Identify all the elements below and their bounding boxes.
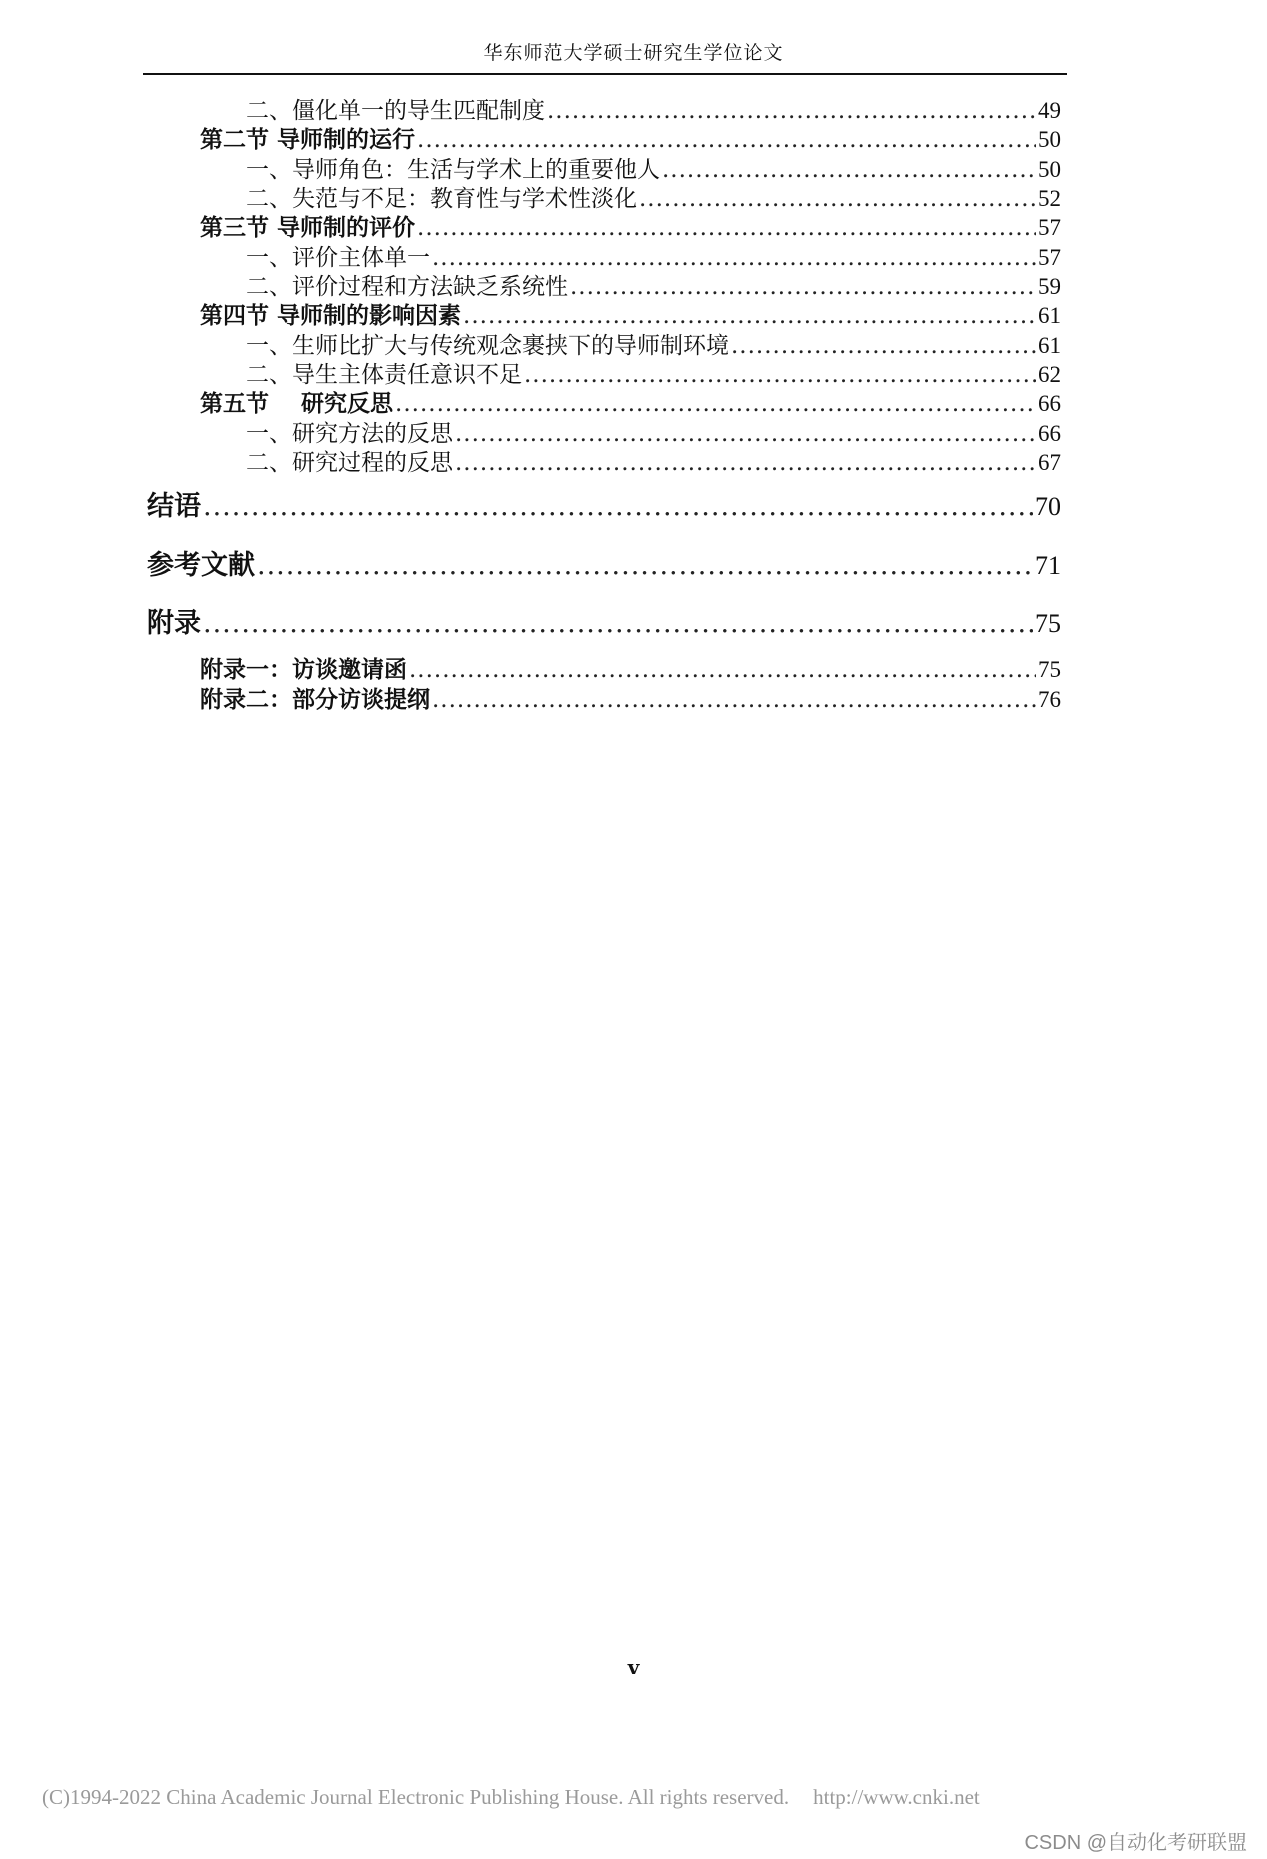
toc-entry-title: 参考文献 (147, 550, 255, 581)
toc-entry-page: 76 (1038, 687, 1061, 712)
toc-entry (200, 300, 1061, 332)
dot-leader (203, 605, 1033, 643)
toc-entry (246, 154, 1061, 186)
dot-leader (455, 447, 1036, 479)
toc-entry-title: 一、生师比扩大与传统观念裹挟下的导师制环境 (246, 333, 729, 359)
toc-entry-title: 一、研究方法的反思 (246, 421, 453, 447)
toc-entry-page: 52 (1038, 186, 1061, 211)
toc-entry-title: 附录一：访谈邀请函 (200, 656, 407, 683)
toc-entry (246, 418, 1061, 450)
toc-entry-page: 61 (1038, 333, 1061, 358)
toc-entry (246, 447, 1061, 479)
toc-entry-title: 第三节 导师制的评价 (200, 214, 416, 241)
dot-leader (432, 684, 1036, 716)
cnki-url: http://www.cnki.net (813, 1785, 980, 1809)
toc-entry-title: 二、僵化单一的导生匹配制度 (246, 98, 545, 124)
toc-entry-page: 70 (1035, 492, 1061, 521)
dot-leader (203, 488, 1033, 526)
dot-leader (731, 330, 1036, 362)
toc-entry-title: 附录 (147, 608, 201, 639)
running-header: 华东师范大学硕士研究生学位论文 (483, 42, 784, 64)
toc-entry-page: 57 (1038, 245, 1061, 270)
dot-leader (524, 359, 1036, 391)
toc-entry-page: 61 (1038, 303, 1061, 328)
toc-entry (246, 242, 1061, 274)
dot-leader (257, 547, 1033, 585)
toc-entry (147, 547, 1061, 585)
toc-entry-page: 71 (1035, 551, 1061, 580)
dot-leader (417, 212, 1036, 244)
dot-leader (409, 654, 1036, 686)
toc-entry (200, 212, 1061, 244)
dot-leader (463, 300, 1036, 332)
dot-leader (417, 124, 1036, 156)
toc-entry (200, 124, 1061, 156)
copyright-notice (42, 1785, 980, 1810)
dot-leader (570, 271, 1036, 303)
toc-entry (246, 359, 1061, 391)
toc-entry (147, 605, 1061, 643)
toc-entry-title: 附录二：部分访谈提纲 (200, 686, 430, 713)
toc-entry-page: 50 (1038, 157, 1061, 182)
dot-leader (395, 388, 1036, 420)
toc-entry-page: 62 (1038, 362, 1061, 387)
toc-entry-title: 二、评价过程和方法缺乏系统性 (246, 274, 568, 300)
toc-entry (200, 654, 1061, 686)
toc-entry-title: 二、导生主体责任意识不足 (246, 362, 522, 388)
toc-entry-title: 第四节 导师制的影响因素 (200, 302, 462, 329)
dot-leader (432, 242, 1036, 274)
toc-entry-page: 59 (1038, 274, 1061, 299)
toc-entry-page: 57 (1038, 215, 1061, 240)
toc-entry-page: 66 (1038, 421, 1061, 446)
toc-entry (246, 183, 1061, 215)
toc-entry-page: 66 (1038, 391, 1061, 416)
dot-leader (547, 95, 1036, 127)
toc-entry (246, 271, 1061, 303)
toc-entry-title: 一、评价主体单一 (246, 245, 430, 271)
toc-entry-page: 67 (1038, 450, 1061, 475)
dot-leader (662, 154, 1036, 186)
toc-entry (246, 330, 1061, 362)
toc-entry-title: 二、失范与不足：教育性与学术性淡化 (246, 186, 637, 212)
copyright-text: (C)1994-2022 China Academic Journal Electronic Publishing House. All rights reserved. (42, 1785, 790, 1809)
page-number: v (627, 1655, 640, 1679)
toc-entry (246, 95, 1061, 127)
toc-entry-title: 第五节 研究反思 (200, 390, 394, 417)
toc-entry-title: 第二节 导师制的运行 (200, 126, 416, 153)
toc-entry-title: 结语 (147, 491, 201, 522)
toc-entry-page: 50 (1038, 127, 1061, 152)
dot-leader (455, 418, 1036, 450)
dot-leader (639, 183, 1036, 215)
toc-entry (147, 488, 1061, 526)
toc-entry-page: 49 (1038, 98, 1061, 123)
toc-entry-page: 75 (1035, 609, 1061, 638)
toc-entry-page: 75 (1038, 657, 1061, 682)
toc-entry (200, 388, 1061, 420)
watermark: CSDN @自动化考研联盟 (1024, 1832, 1247, 1854)
toc-entry-title: 一、导师角色：生活与学术上的重要他人 (246, 157, 660, 183)
toc-entry-title: 二、研究过程的反思 (246, 450, 453, 476)
toc-entry (200, 684, 1061, 716)
